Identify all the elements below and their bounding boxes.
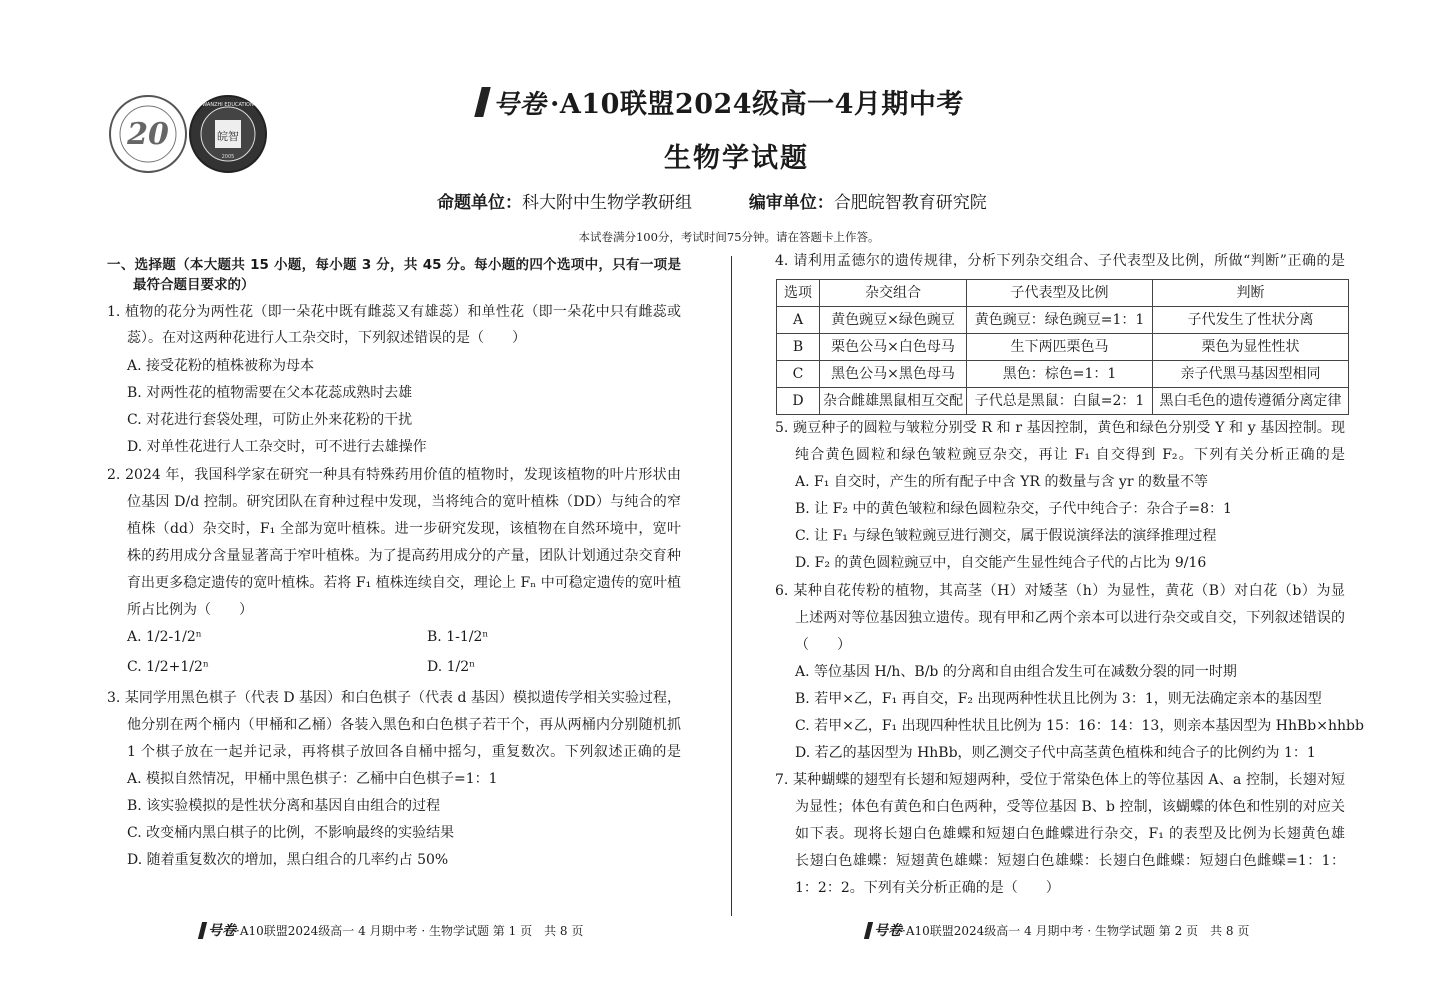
svg-text:2005: 2005 (221, 154, 235, 160)
table-header-row (777, 280, 1349, 307)
question-line: C. 让 F₁ 与绿色皱粒豌豆进行测交，属于假说演绎法的演绎推理过程 (795, 528, 1217, 544)
table-cell: 黑白毛色的遗传遵循分离定律 (1153, 388, 1349, 415)
table-cell: 子代发生了性状分离 (1153, 307, 1349, 334)
question-4-stem: 4. 请利用孟德尔的遗传规律，分析下列杂交组合、子代表型及比例，所做“判断”正确的是 (775, 253, 1345, 269)
brand-mark-icon (198, 922, 207, 939)
question-line: 育出更多稳定遗传的宽叶植株。若将 F₁ 植株连续自交，理论上 Fₙ 中可稳定遗传的宽叶植 (127, 575, 681, 591)
reviewer-value: 合肥皖智教育研究院 (833, 193, 987, 213)
question-line: A. 模拟自然情况，甲桶中黑色棋子：乙桶中白色棋子=1：1 (127, 771, 498, 787)
setter-label: 命题单位： (437, 193, 522, 213)
table-row (777, 361, 1349, 388)
question-line: B. 让 F₂ 中的黄色皱粒和绿色圆粒杂交，子代中纯合子：杂合子=8：1 (795, 501, 1232, 517)
question-line: D. 若乙的基因型为 HhBb，则乙测交子代中高茎黄色植株和纯合子的比例约为 1：1 (795, 745, 1316, 761)
svg-text:20: 20 (127, 117, 169, 152)
question-line: D. 对单性花进行人工杂交时，可不进行去雄操作 (127, 439, 427, 455)
question-4-table (776, 279, 1349, 415)
question-line: 上述两对等位基因独立遗传。现有甲和乙两个亲本可以进行杂交或自交，下列叙述错误的 (795, 610, 1345, 626)
question-line: 1. 植物的花分为两性花（即一朵花中既有雌蕊又有雄蕊）和单性花（即一朵花中只有雌蕊或 (107, 304, 681, 320)
question-line: 所占比例为（ ） (127, 602, 253, 618)
question-line: 5. 豌豆种子的圆粒与皱粒分别受 R 和 r 基因控制，黄色和绿色分别受 Y 和 y 基因控制。现 (775, 420, 1345, 436)
question-line: C. 若甲×乙，F₁ 出现四种性状且比例为 15：16：14：13，则亲本基因型为 HhBb×hhbb (795, 718, 1364, 734)
setter-value: 科大附中生物学教研组 (522, 193, 692, 213)
question-line: 长翅白色雄蝶：短翅黄色雄蝶：短翅白色雄蝶：长翅白色雌蝶：短翅白色雌蝶=1：1： (795, 853, 1345, 869)
table-cell: B (777, 334, 820, 361)
table-cell: D (777, 388, 820, 415)
subject-title: 生物学试题 (664, 143, 809, 174)
question-line: 1：2：2。下列有关分析正确的是（ ） (795, 880, 1060, 896)
footer-text: ·A10联盟2024级高一 4 月期中考 · 生物学试题 第 1 页 共 8 页 (236, 924, 584, 938)
table-row (777, 388, 1349, 415)
brand-mark-icon (474, 87, 490, 117)
table-row (777, 307, 1349, 334)
question-line: 7. 某种蝴蝶的翅型有长翅和短翅两种，受位于常染色体上的等位基因 A、a 控制，长翅对短 (775, 772, 1345, 788)
question-line: 6. 某种自花传粉的植物，其高茎（H）对矮茎（h）为显性，黄花（B）对白花（b）为显 (775, 583, 1345, 599)
question-line: 为显性；体色有黄色和白色两种，受等位基因 B、b 控制，该蝴蝶的体色和性别的对应关 (795, 799, 1345, 815)
exam-title (478, 82, 964, 121)
footer-brand: 号卷 (874, 923, 902, 939)
section-heading: 一、选择题（本大题共 15 小题，每小题 3 分，共 45 分。每小题的四个选项中，只有一项是 (107, 257, 681, 273)
question-line: D. 随着重复数次的增加，黑白组合的几率约占 50% (127, 852, 449, 868)
authoring-units (437, 188, 987, 213)
page-divider (731, 256, 732, 916)
question-line: B. 对两性花的植物需要在父本花蕊成熟时去雄 (127, 385, 413, 401)
question-line: 如下表。现将长翅白色雄蝶和短翅白色雌蝶进行杂交，F₁ 的表型及比例为长翅黄色雄 (795, 826, 1345, 842)
question-line: A. 等位基因 H/h、B/b 的分离和自由组合发生可在减数分裂的同一时期 (795, 664, 1237, 680)
footer-brand: 号卷 (208, 923, 236, 939)
question-line: 他分别在两个桶内（甲桶和乙桶）各装入黑色和白色棋子若干个，再从两桶内分别随机抓 (127, 717, 681, 733)
table-cell: 黄色豌豆×绿色豌豆 (820, 307, 967, 334)
table-header: 判断 (1153, 280, 1349, 307)
table-cell: A (777, 307, 820, 334)
question-line: 3. 某同学用黑色棋子（代表 D 基因）和白色棋子（代表 d 基因）模拟遗传学相关实验过程， (107, 690, 681, 706)
question-line: 蕊）。在对这两种花进行人工杂交时，下列叙述错误的是（ ） (127, 330, 526, 346)
question-line: 纯合黄色圆粒和绿色皱粒豌豆杂交，再让 F₁ 自交得到 F₂。下列有关分析正确的是 (795, 447, 1345, 463)
table-cell: 黑色公马×黑色母马 (820, 361, 967, 388)
brand-logo-text: 号卷 (493, 90, 547, 120)
page-2-footer (866, 920, 1249, 940)
question-line: A. F₁ 自交时，产生的所有配子中含 YR 的数量与含 yr 的数量不等 (795, 474, 1208, 490)
table-row (777, 334, 1349, 361)
question-line: B. 1-1/2ⁿ (427, 629, 489, 645)
question-line: D. 1/2ⁿ (427, 659, 476, 675)
alliance-seal-logo (108, 94, 188, 174)
question-line: 1 个棋子放在一起并记录，再将棋子放回各自桶中摇匀，重复数次。下列叙述正确的是 (127, 744, 681, 760)
wanzhi-education-logo (188, 94, 268, 174)
exam-title-text: ·A10联盟2024级高一4月期中考 (550, 89, 964, 120)
page-1-footer (200, 920, 583, 940)
table-cell: 栗色公马×白色母马 (820, 334, 967, 361)
table-cell: 栗色为显性性状 (1153, 334, 1349, 361)
exam-instructions-text: 本试卷满分100分，考试时间75分钟。请在答题卡上作答。 (578, 230, 880, 244)
table-cell: 子代总是黑鼠：白鼠=2：1 (967, 388, 1153, 415)
question-line: D. F₂ 的黄色圆粒豌豆中，自交能产生显性纯合子代的占比为 9/16 (795, 555, 1207, 571)
svg-text:WANZHI EDUCATION: WANZHI EDUCATION (202, 102, 254, 108)
question-line: A. 1/2-1/2ⁿ (127, 629, 202, 645)
brand-mark-icon (864, 922, 873, 939)
svg-text:皖智: 皖智 (217, 130, 239, 143)
question-line: C. 1/2+1/2ⁿ (127, 659, 209, 675)
table-cell: 杂合雌雄黑鼠相互交配 (820, 388, 967, 415)
question-line: 植株（dd）杂交时，F₁ 全部为宽叶植株。进一步研究发现，该植物在自然环境中，宽叶 (127, 521, 681, 537)
question-line: B. 若甲×乙，F₁ 再自交，F₂ 出现两种性状且比例为 3：1，则无法确定亲本的基因型 (795, 691, 1322, 707)
question-line: 2. 2024 年，我国科学家在研究一种具有特殊药用价值的植物时，发现该植物的叶片形状由 (107, 467, 681, 483)
question-line: 位基因 D/d 控制。研究团队在育种过程中发现，当将纯合的宽叶植株（DD）与纯合的窄 (127, 494, 681, 510)
table-header: 选项 (777, 280, 820, 307)
table-cell: 黄色豌豆：绿色豌豆=1：1 (967, 307, 1153, 334)
table-cell: 亲子代黑马基因型相同 (1153, 361, 1349, 388)
section-heading: 最符合题目要求的） (133, 277, 255, 293)
table-cell: 生下两匹栗色马 (967, 334, 1153, 361)
question-line: B. 该实验模拟的是性状分离和基因自由组合的过程 (127, 798, 441, 814)
question-line: A. 接受花粉的植株被称为母本 (127, 358, 315, 374)
table-cell: C (777, 361, 820, 388)
footer-text: ·A10联盟2024级高一 4 月期中考 · 生物学试题 第 2 页 共 8 页 (902, 924, 1250, 938)
question-line: C. 改变桶内黑白棋子的比例，不影响最终的实验结果 (127, 825, 455, 841)
question-line: C. 对花进行套袋处理，可防止外来花粉的干扰 (127, 412, 413, 428)
exam-instructions (0, 229, 1456, 245)
table-header: 杂交组合 (820, 280, 967, 307)
reviewer-label: 编审单位： (748, 193, 834, 213)
table-cell: 黑色：棕色=1：1 (967, 361, 1153, 388)
table-header: 子代表型及比例 (967, 280, 1153, 307)
question-line: （ ） (795, 637, 851, 653)
question-line: 株的药用成分含量显著高于窄叶植株。为了提高药用成分的产量，团队计划通过杂交育种 (127, 548, 681, 564)
